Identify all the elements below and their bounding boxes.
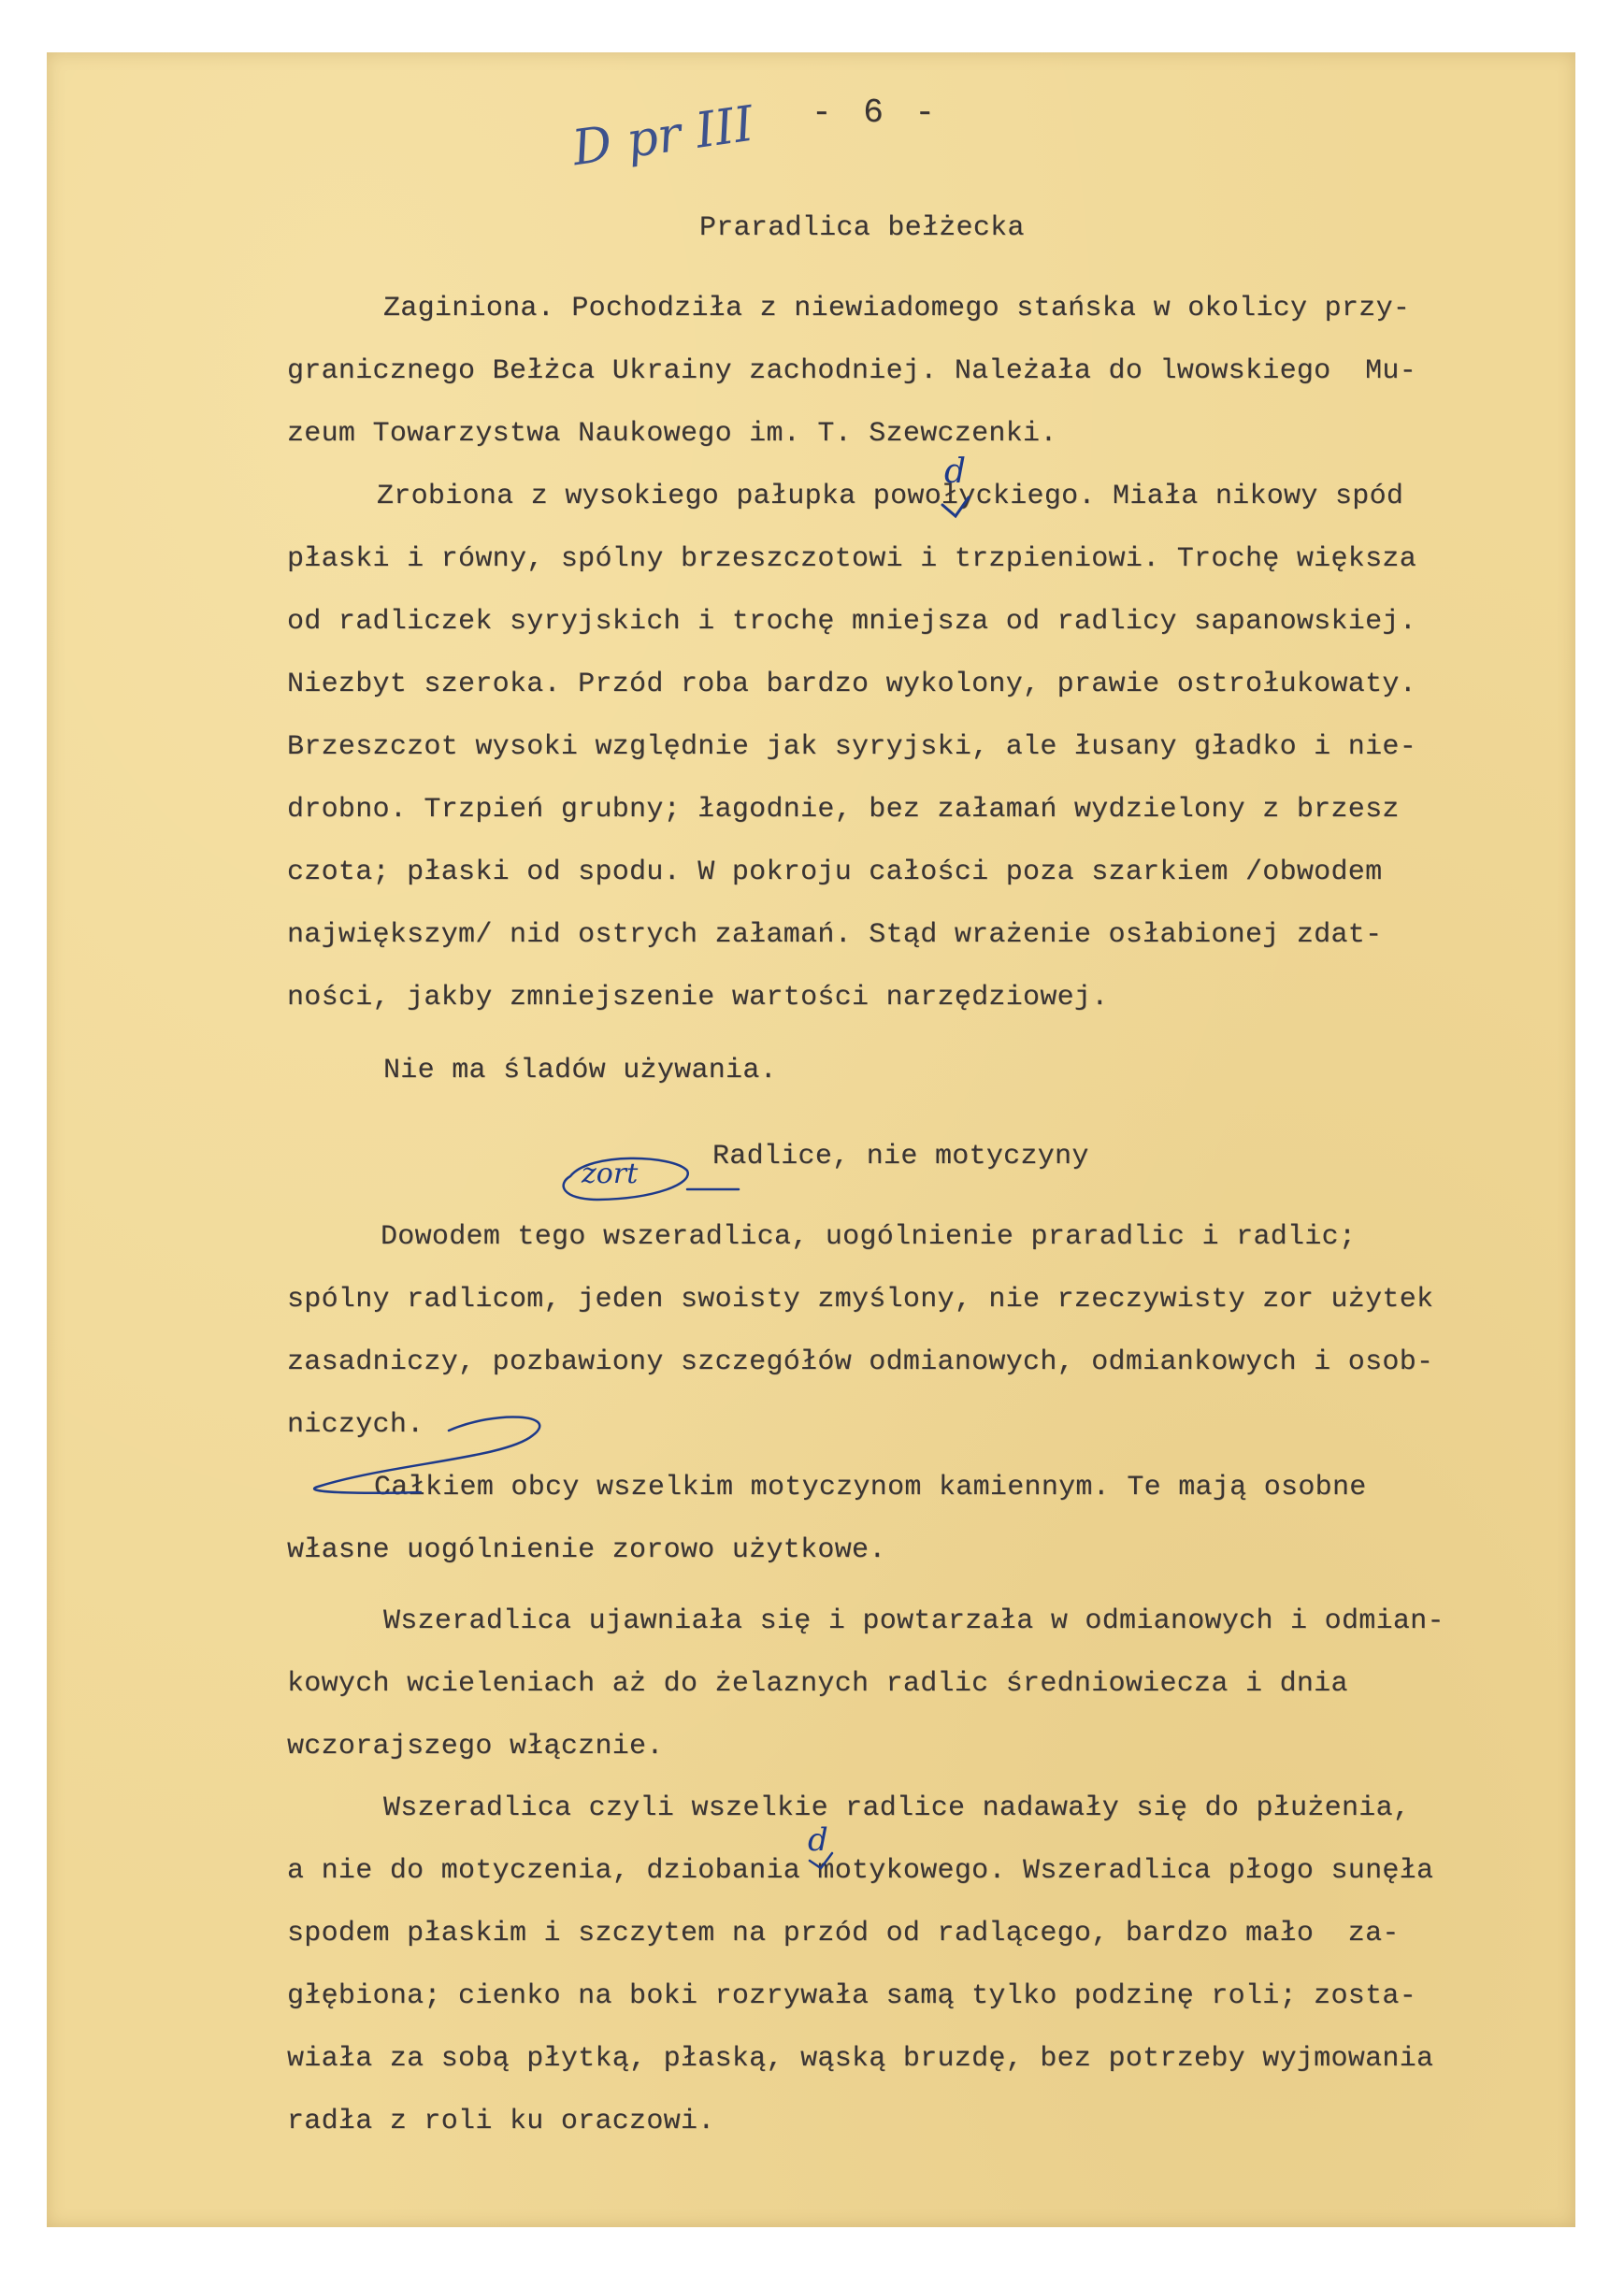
handwritten-correction-d: d	[944, 453, 967, 491]
paragraph-line: zeum Towarzystwa Naukowego im. T. Szewczenki.	[287, 418, 1057, 450]
paragraph-line: niczych.	[287, 1409, 424, 1441]
paragraph-line: Wszeradlica czyli wszelkie radlice nadawały się do płużenia,	[383, 1792, 1411, 1824]
handwritten-corner-note: D pr III	[568, 95, 757, 178]
paragraph-line: Dowodem tego wszeradlica, uogólnienie praradlic i radlic;	[381, 1221, 1357, 1253]
paragraph-line: od radliczek syryjskich i trochę mniejsza od radlicy sapanowskiej.	[287, 606, 1416, 638]
paragraph-line: spodem płaskim i szczytem na przód od radlącego, bardzo mało za-	[287, 1918, 1400, 1949]
paragraph-line: Wszeradlica ujawniała się i powtarzała w odmianowych i odmian-	[383, 1605, 1444, 1637]
paragraph-line: głębiona; cienko na boki rozrywała samą tylko podzinę roli; zosta-	[287, 1980, 1416, 2012]
paragraph-line: wczorajszego włącznie.	[287, 1731, 664, 1762]
section-title-radlice: Radlice, nie motyczyny	[712, 1141, 1089, 1172]
handwritten-correction-d: d	[808, 1821, 828, 1859]
paragraph-line: czota; płaski od spodu. W pokroju całości poza szarkiem /obwodem	[287, 856, 1383, 888]
paragraph-line: drobno. Trzpień grubny; łagodnie, bez załamań wydzielony z brzesz	[287, 794, 1400, 826]
paragraph-line: Całkiem obcy wszelkim motyczynom kamiennym. Te mają osobne	[374, 1472, 1367, 1503]
paragraph-line: największym/ nid ostrych załamań. Stąd wrażenie osłabionej zdat-	[287, 919, 1383, 951]
paragraph-line: a nie do motyczenia, dziobania motykowego. Wszeradlica płogo sunęła	[287, 1855, 1434, 1887]
paragraph-line: Zaginiona. Pochodziła z niewiadomego stańska w okolicy przy-	[383, 293, 1411, 324]
paragraph-line: ności, jakby zmniejszenie wartości narzędziowej.	[287, 982, 1109, 1014]
paragraph-line: Brzeszczot wysoki względnie jak syryjski, ale łusany gładko i nie-	[287, 731, 1416, 763]
paragraph-line: radła z roli ku oraczowi.	[287, 2106, 715, 2137]
handwritten-zort: zort	[582, 1158, 639, 1190]
page-number: - 6 -	[812, 94, 941, 132]
paragraph-line: Zrobiona z wysokiego pałupka powołyckiego. Miała nikowy spód	[377, 481, 1404, 512]
paragraph-line: Nie ma śladów używania.	[383, 1055, 777, 1086]
paragraph-line: granicznego Bełżca Ukrainy zachodniej. Należała do lwowskiego Mu-	[287, 355, 1416, 387]
paragraph-line: spólny radlicom, jeden swoisty zmyślony, nie rzeczywisty zor użytek	[287, 1284, 1434, 1316]
section-title-praradlica: Praradlica bełżecka	[699, 212, 1025, 244]
paragraph-line: zasadniczy, pozbawiony szczegółów odmianowych, odmiankowych i osob-	[287, 1346, 1434, 1378]
paragraph-line: kowych wcieleniach aż do żelaznych radlic średniowiecza i dnia	[287, 1668, 1348, 1700]
paragraph-line: Niezbyt szeroka. Przód roba bardzo wykolony, prawie ostrołukowaty.	[287, 669, 1416, 700]
paragraph-line: płaski i równy, spólny brzeszczotowi i trzpieniowi. Trochę większa	[287, 543, 1416, 575]
paragraph-line: wiała za sobą płytką, płaską, wąską bruzdę, bez potrzeby wyjmowania	[287, 2043, 1434, 2075]
paragraph-line: własne uogólnienie zorowo użytkowe.	[287, 1534, 886, 1566]
